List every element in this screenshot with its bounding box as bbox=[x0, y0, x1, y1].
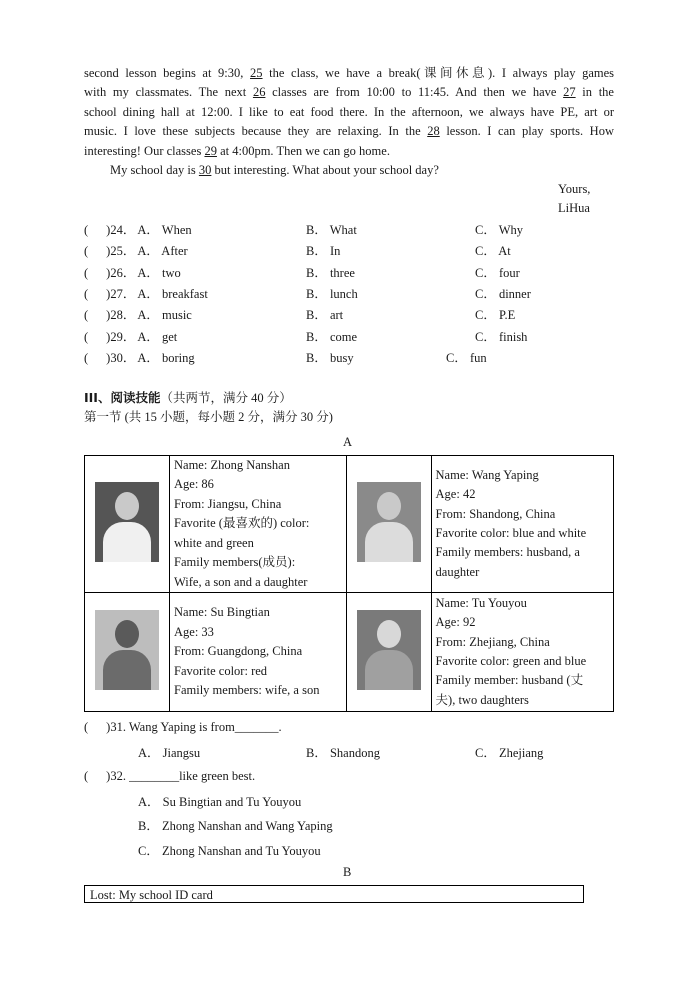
photo-cell bbox=[346, 593, 431, 712]
option-b: B． three bbox=[306, 265, 355, 280]
profile-line: Wife, a son and a daughter bbox=[174, 574, 308, 589]
cloze-question-30: ( )30． A． boring bbox=[84, 350, 195, 365]
profile-line: Age: 42 bbox=[435, 487, 476, 502]
profile-line: Age: 92 bbox=[435, 615, 476, 630]
blank-number: 25 bbox=[250, 66, 263, 80]
passage-b-label: B bbox=[343, 865, 352, 879]
option-a: A． When bbox=[137, 223, 192, 237]
option-a: A． breakfast bbox=[137, 286, 208, 301]
question-number: )27． bbox=[106, 286, 136, 301]
profile-0 bbox=[170, 456, 347, 593]
profile-line: Family members: husband, a bbox=[435, 545, 580, 560]
profile-2 bbox=[170, 593, 347, 712]
section-heading-title: III、阅读技能 bbox=[84, 390, 161, 405]
cloze-question-24: ( )24． A． When bbox=[84, 223, 192, 237]
profile-line: Name: Su Bingtian bbox=[174, 605, 270, 620]
passage-text: interesting! Our classes bbox=[84, 143, 205, 158]
last-line-pre: My school day is bbox=[110, 163, 199, 177]
lost-notice-box: Lost: My school ID card bbox=[84, 885, 584, 903]
profile-line: Name: Wang Yaping bbox=[435, 467, 539, 482]
option-c: C． finish bbox=[475, 329, 528, 344]
photo-cell bbox=[346, 456, 431, 593]
photo-wang-yaping bbox=[357, 482, 421, 562]
passage-line bbox=[84, 103, 614, 122]
passage-last-line bbox=[110, 161, 439, 180]
cloze-question-25: ( )25． A． After bbox=[84, 244, 188, 259]
part-heading: 第一节 (共 15 小题，每小题 2 分，满分 30 分) bbox=[84, 410, 333, 424]
profile-line: Name: Zhong Nanshan bbox=[174, 458, 290, 473]
option-c: C． At bbox=[475, 244, 511, 259]
option-c: C． Why bbox=[475, 223, 524, 237]
question-number: )26． bbox=[106, 265, 136, 280]
passage-text: lesson. I can play sports. How bbox=[439, 124, 614, 139]
profile-line: Favorite color: green and blue bbox=[435, 654, 587, 668]
blank-30: 30 bbox=[198, 163, 212, 177]
option-a: A． music bbox=[137, 308, 192, 323]
q31-stem: )31. Wang Yaping is from_______. bbox=[106, 720, 282, 734]
passage bbox=[84, 64, 614, 161]
option-b: B． What bbox=[306, 223, 357, 237]
passage-text: classes are from 10:00 to 11:45. And then we have bbox=[265, 85, 564, 100]
passage-line bbox=[84, 64, 614, 83]
passage-line bbox=[84, 83, 614, 102]
cloze-question-27: ( )27． A． breakfast bbox=[84, 286, 208, 301]
last-line-post: but interesting. What about your school day? bbox=[211, 163, 439, 177]
profile-table bbox=[84, 455, 614, 712]
passage-text: with my classmates. The next bbox=[84, 85, 253, 100]
profile-line: Age: 33 bbox=[174, 624, 214, 639]
profile-line: Family member: husband (丈 bbox=[435, 673, 584, 688]
option-a: A． get bbox=[137, 329, 178, 344]
profile-line: white and green bbox=[174, 535, 254, 550]
photo-cell bbox=[85, 593, 170, 712]
question-number: )30． bbox=[106, 350, 136, 365]
question-number: )25． bbox=[106, 244, 136, 259]
q32-option-a: A． Su Bingtian and Tu Youyou bbox=[138, 795, 302, 809]
option-c: C． P.E bbox=[475, 308, 516, 323]
blank-number: 29 bbox=[204, 143, 217, 158]
profile-3 bbox=[431, 593, 613, 712]
option-b: B． come bbox=[306, 329, 358, 344]
blank-number: 28 bbox=[427, 124, 440, 139]
profile-line: Favorite (最喜欢的) color: bbox=[174, 516, 310, 531]
cloze-question-26: ( )26． A． two bbox=[84, 265, 181, 280]
photo-su-bingtian bbox=[95, 610, 159, 690]
option-a: A． After bbox=[137, 244, 188, 259]
cloze-question-29: ( )29． A． get bbox=[84, 329, 178, 344]
option-a: A． two bbox=[137, 265, 181, 280]
option-c: C． four bbox=[475, 265, 520, 280]
profile-line: Favorite color: red bbox=[174, 663, 268, 678]
q32-option-b: B． Zhong Nanshan and Wang Yaping bbox=[138, 819, 333, 833]
photo-zhong-nanshan bbox=[95, 482, 159, 562]
q31-option-a: A． Jiangsu bbox=[138, 746, 201, 760]
signature: LiHua bbox=[558, 201, 590, 215]
profile-line: Family members: wife, a son bbox=[174, 683, 320, 698]
profile-line: From: Jiangsu, China bbox=[174, 496, 282, 511]
blank-number: 27 bbox=[563, 85, 576, 100]
question-number: )29． bbox=[106, 329, 136, 344]
section-heading-note: （共两节，满分 40 分） bbox=[160, 391, 292, 405]
option-c: C． fun bbox=[446, 350, 487, 365]
option-b: B． lunch bbox=[306, 286, 358, 301]
passage-text: second lesson begins at 9:30, bbox=[84, 66, 251, 80]
option-a: A． boring bbox=[137, 350, 195, 365]
question-31: ( )31. Wang Yaping is from_______. bbox=[84, 720, 282, 734]
photo-cell bbox=[85, 456, 170, 593]
passage-text: school dining hall at 12:00. I like to eat food there. In the afternoon, we always have PE, art or bbox=[84, 104, 614, 119]
passage-text: at 4:00pm. Then we can go home. bbox=[216, 143, 390, 158]
closing: Yours, bbox=[558, 182, 591, 196]
question-32: ( )32. ________like green best. bbox=[84, 769, 256, 783]
question-number: )24． bbox=[106, 223, 136, 237]
passage-line bbox=[84, 122, 614, 141]
passage-text: in the bbox=[575, 85, 614, 100]
section-heading bbox=[84, 388, 292, 408]
passage-a-label: A bbox=[343, 435, 353, 449]
passage-line bbox=[84, 142, 614, 161]
option-b: B． art bbox=[306, 308, 344, 323]
profile-line: From: Guangdong, China bbox=[174, 644, 303, 659]
option-c: C． dinner bbox=[475, 286, 531, 301]
passage-text: music. I love these subjects because they are relaxing. In the bbox=[84, 124, 428, 139]
blank-number: 26 bbox=[252, 85, 266, 100]
q32-stem: )32. ________like green best. bbox=[106, 769, 256, 783]
profile-line: From: Zhejiang, China bbox=[435, 634, 550, 649]
q32-option-c: C． Zhong Nanshan and Tu Youyou bbox=[138, 844, 321, 858]
profile-line: Family members(成员): bbox=[174, 555, 296, 570]
q31-option-c: C． Zhejiang bbox=[475, 746, 544, 760]
question-number: )28． bbox=[106, 308, 136, 323]
photo-tu-youyou bbox=[357, 610, 421, 690]
profile-line: daughter bbox=[435, 564, 480, 579]
profile-1 bbox=[431, 456, 613, 593]
option-b: B． In bbox=[306, 244, 341, 259]
cloze-question-28: ( )28． A． music bbox=[84, 308, 192, 323]
passage-text: the class, we have a break(课间休息). I always play games bbox=[262, 66, 615, 80]
q31-option-b: B． Shandong bbox=[306, 746, 380, 760]
profile-line: 夫), two daughters bbox=[435, 692, 529, 707]
profile-line: Favorite color: blue and white bbox=[435, 526, 587, 540]
profile-line: From: Shandong, China bbox=[435, 506, 556, 521]
option-b: B． busy bbox=[306, 350, 354, 365]
profile-line: Name: Tu Youyou bbox=[435, 595, 527, 610]
profile-line: Age: 86 bbox=[174, 477, 214, 492]
